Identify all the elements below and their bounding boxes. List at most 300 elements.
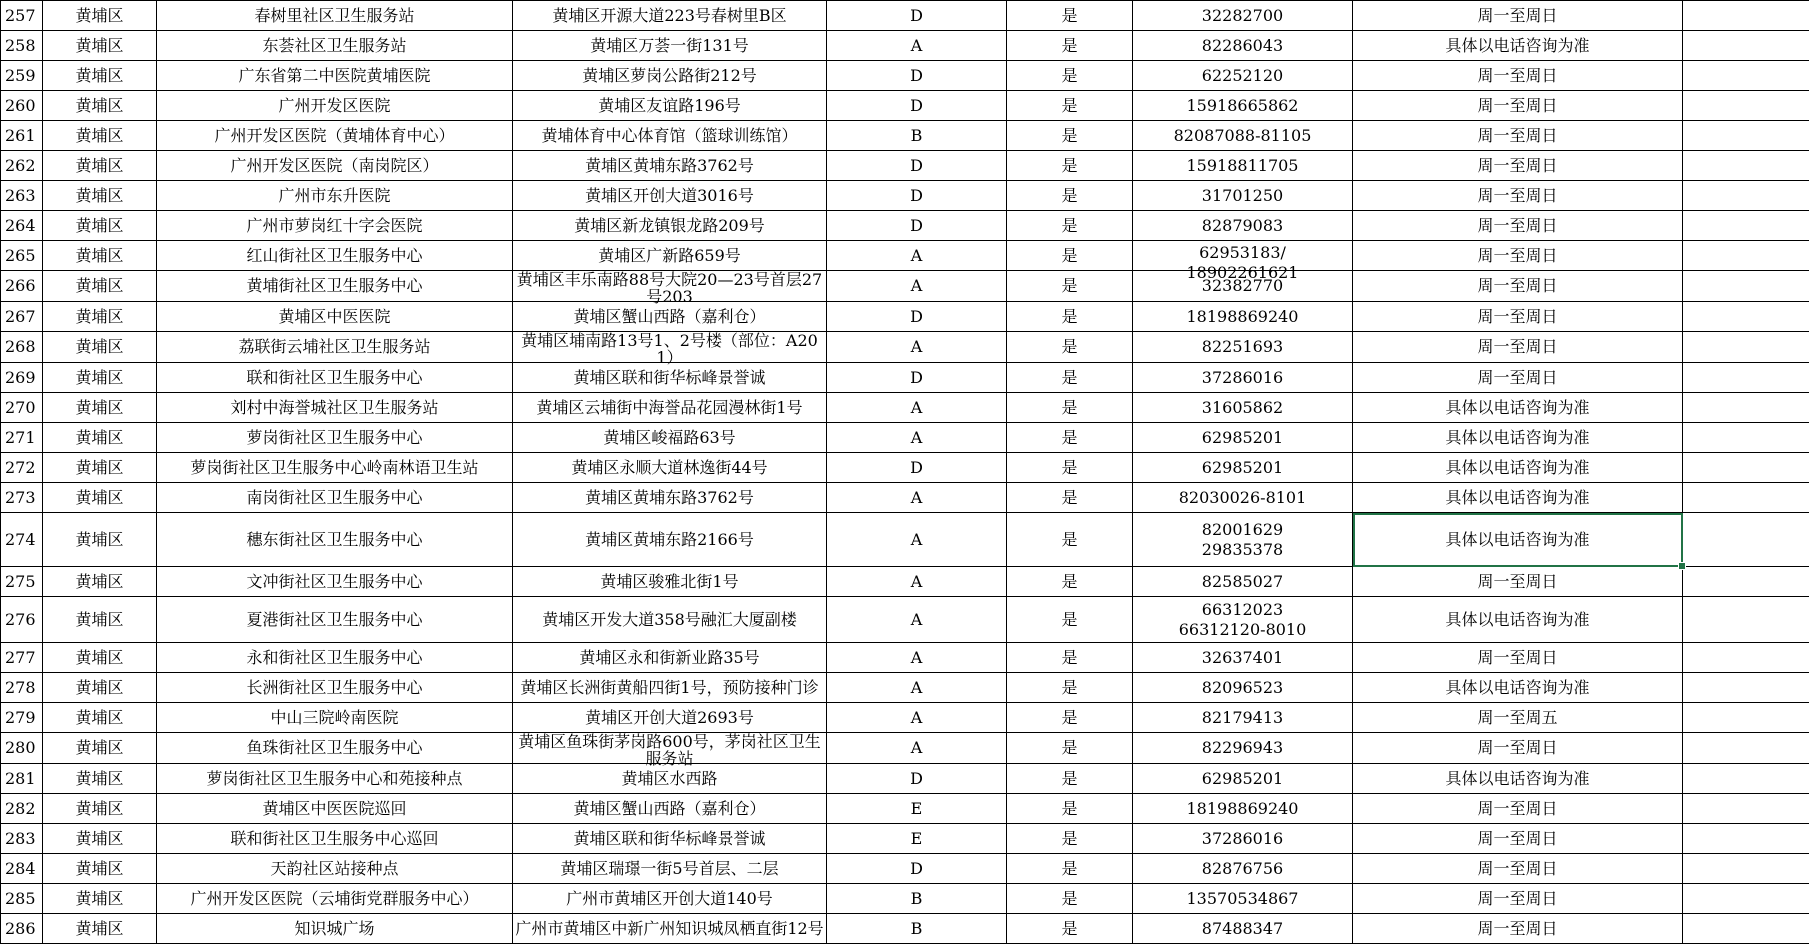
cell-address[interactable] [513, 513, 827, 567]
cell-address[interactable] [513, 884, 827, 914]
cell-hours[interactable] [1353, 423, 1683, 453]
cell-hours[interactable] [1353, 31, 1683, 61]
cell-empty[interactable] [1683, 91, 1809, 121]
cell-district[interactable] [43, 483, 157, 513]
cell-site-name[interactable] [157, 121, 513, 151]
cell-phone[interactable] [1133, 61, 1353, 91]
cell-empty[interactable] [1683, 794, 1809, 824]
cell-address[interactable] [513, 732, 827, 768]
cell-flag[interactable] [1007, 393, 1133, 423]
cell-address[interactable] [513, 703, 827, 733]
cell-empty[interactable] [1683, 597, 1809, 643]
cell-address[interactable] [513, 121, 827, 151]
cell-district[interactable] [43, 121, 157, 151]
cell-row-number[interactable] [1, 914, 43, 944]
cell-district[interactable] [43, 423, 157, 453]
cell-district[interactable] [43, 914, 157, 944]
cell-row-number[interactable] [1, 513, 43, 567]
cell-phone[interactable] [1133, 854, 1353, 884]
cell-address[interactable] [513, 453, 827, 483]
cell-row-number[interactable] [1, 302, 43, 332]
cell-grade[interactable] [827, 597, 1007, 643]
cell-grade-text: A [910, 609, 923, 629]
cell-row-number[interactable] [1, 703, 43, 733]
cell-hours[interactable] [1353, 733, 1683, 764]
cell-grade[interactable] [827, 673, 1007, 703]
cell-empty[interactable] [1683, 1, 1809, 31]
cell-row-number[interactable] [1, 241, 43, 271]
cell-site-name[interactable] [157, 733, 513, 764]
cell-phone[interactable] [1133, 211, 1353, 241]
cell-flag[interactable] [1007, 61, 1133, 91]
cell-hours-text: 周一至周日 [1477, 5, 1558, 25]
cell-site-name[interactable] [157, 31, 513, 61]
cell-grade[interactable] [827, 453, 1007, 483]
cell-site-name[interactable] [157, 567, 513, 597]
cell-site-name[interactable] [157, 703, 513, 733]
cell-address[interactable] [513, 673, 827, 703]
cell-grade[interactable] [827, 824, 1007, 854]
cell-district[interactable] [43, 884, 157, 914]
cell-address[interactable] [513, 643, 827, 673]
cell-address[interactable] [513, 423, 827, 453]
cell-hours[interactable] [1353, 914, 1683, 944]
cell-hours[interactable] [1353, 483, 1683, 513]
cell-district[interactable] [43, 271, 157, 302]
cell-phone[interactable] [1133, 733, 1353, 764]
cell-row-number[interactable] [1, 332, 43, 363]
cell-phone[interactable] [1133, 567, 1353, 597]
cell-site-name[interactable] [157, 151, 513, 181]
cell-empty[interactable] [1683, 703, 1809, 733]
cell-district[interactable] [43, 1, 157, 31]
cell-district[interactable] [43, 363, 157, 393]
cell-flag[interactable] [1007, 363, 1133, 393]
cell-flag[interactable] [1007, 91, 1133, 121]
cell-grade[interactable] [827, 393, 1007, 423]
cell-address[interactable] [513, 483, 827, 513]
cell-hours[interactable] [1353, 643, 1683, 673]
cell-district-text: 黄埔区 [75, 918, 124, 938]
cell-site-name[interactable] [157, 302, 513, 332]
cell-empty[interactable] [1683, 121, 1809, 151]
cell-grade[interactable] [827, 423, 1007, 453]
cell-address[interactable] [513, 31, 827, 61]
cell-hours[interactable] [1353, 151, 1683, 181]
cell-row-number[interactable] [1, 393, 43, 423]
cell-address[interactable] [513, 302, 827, 332]
cell-empty[interactable] [1683, 271, 1809, 302]
cell-row-number[interactable] [1, 453, 43, 483]
cell-flag[interactable] [1007, 794, 1133, 824]
cell-row-number[interactable] [1, 673, 43, 703]
cell-empty[interactable] [1683, 673, 1809, 703]
cell-empty[interactable] [1683, 643, 1809, 673]
cell-district[interactable] [43, 393, 157, 423]
cell-phone[interactable] [1133, 483, 1353, 513]
cell-hours[interactable] [1353, 121, 1683, 151]
cell-phone[interactable] [1133, 794, 1353, 824]
cell-row-number[interactable] [1, 363, 43, 393]
cell-row-number[interactable] [1, 1, 43, 31]
cell-address[interactable] [513, 270, 827, 306]
cell-site-name-text: 天韵社区站接种点 [270, 858, 399, 878]
cell-site-name[interactable] [157, 673, 513, 703]
cell-phone[interactable] [1133, 513, 1353, 567]
cell-district[interactable] [43, 824, 157, 854]
cell-site-name[interactable] [157, 181, 513, 211]
cell-grade[interactable] [827, 211, 1007, 241]
cell-row-number[interactable] [1, 211, 43, 241]
cell-row-number[interactable] [1, 271, 43, 302]
cell-address[interactable] [513, 61, 827, 91]
cell-hours[interactable] [1353, 453, 1683, 483]
cell-site-name[interactable] [157, 597, 513, 643]
cell-grade[interactable] [827, 914, 1007, 944]
cell-phone[interactable] [1133, 151, 1353, 181]
cell-flag[interactable] [1007, 151, 1133, 181]
cell-site-name[interactable] [157, 914, 513, 944]
table-row [1, 302, 1809, 332]
cell-district[interactable] [43, 31, 157, 61]
cell-flag[interactable] [1007, 1, 1133, 31]
cell-district[interactable] [43, 151, 157, 181]
cell-empty[interactable] [1683, 733, 1809, 764]
cell-empty[interactable] [1683, 302, 1809, 332]
cell-phone[interactable] [1133, 423, 1353, 453]
cell-address-text: 广州市黄埔区开创大道140号 [566, 888, 773, 908]
cell-grade[interactable] [827, 1, 1007, 31]
cell-district[interactable] [43, 703, 157, 733]
cell-address-text: 黄埔区萝岗公路街212号 [582, 65, 757, 85]
cell-flag[interactable] [1007, 181, 1133, 211]
cell-site-name[interactable] [157, 271, 513, 302]
cell-empty[interactable] [1683, 151, 1809, 181]
cell-hours[interactable] [1353, 673, 1683, 703]
cell-hours[interactable] [1353, 703, 1683, 733]
cell-address[interactable] [513, 1, 827, 31]
cell-phone[interactable] [1133, 703, 1353, 733]
cell-row-number[interactable] [1, 121, 43, 151]
cell-address[interactable] [513, 824, 827, 854]
cell-hours[interactable] [1353, 854, 1683, 884]
cell-site-name[interactable] [157, 643, 513, 673]
cell-hours[interactable] [1353, 61, 1683, 91]
cell-hours[interactable] [1353, 597, 1683, 643]
cell-empty[interactable] [1683, 241, 1809, 271]
cell-district[interactable] [43, 513, 157, 567]
cell-flag[interactable] [1007, 884, 1133, 914]
cell-address-text: 黄埔区黄埔东路2166号 [585, 529, 754, 549]
cell-address[interactable] [513, 567, 827, 597]
cell-site-name[interactable] [157, 764, 513, 794]
cell-empty[interactable] [1683, 423, 1809, 453]
cell-grade[interactable] [827, 181, 1007, 211]
cell-hours[interactable] [1353, 824, 1683, 854]
cell-row-number[interactable] [1, 733, 43, 764]
cell-site-name[interactable] [157, 211, 513, 241]
cell-address[interactable] [513, 854, 827, 884]
cell-hours[interactable] [1353, 1, 1683, 31]
cell-flag[interactable] [1007, 643, 1133, 673]
cell-hours[interactable] [1353, 241, 1683, 271]
cell-phone[interactable] [1133, 764, 1353, 794]
cell-phone-text: 18902261621 [1186, 262, 1299, 282]
cell-site-name[interactable] [157, 483, 513, 513]
cell-empty[interactable] [1683, 824, 1809, 854]
cell-site-name[interactable] [157, 332, 513, 363]
cell-flag-text: 是 [1061, 738, 1078, 757]
cell-hours[interactable] [1353, 363, 1683, 393]
cell-hours[interactable] [1353, 764, 1683, 794]
cell-grade[interactable] [827, 31, 1007, 61]
cell-flag[interactable] [1007, 453, 1133, 483]
cell-grade[interactable] [827, 513, 1007, 567]
cell-grade[interactable] [827, 363, 1007, 393]
cell-phone[interactable] [1133, 91, 1353, 121]
cell-empty[interactable] [1683, 567, 1809, 597]
cell-grade[interactable] [827, 302, 1007, 332]
cell-phone[interactable] [1133, 673, 1353, 703]
cell-grade[interactable] [827, 764, 1007, 794]
cell-empty[interactable] [1683, 181, 1809, 211]
cell-district[interactable] [43, 453, 157, 483]
cell-row-number[interactable] [1, 483, 43, 513]
cell-flag[interactable] [1007, 332, 1133, 363]
table-row [1, 733, 1809, 764]
cell-row-number[interactable] [1, 91, 43, 121]
cell-empty[interactable] [1683, 332, 1809, 363]
cell-flag[interactable] [1007, 483, 1133, 513]
cell-hours-text: 周一至周五 [1477, 707, 1558, 727]
cell-row-number[interactable] [1, 643, 43, 673]
cell-hours[interactable] [1353, 794, 1683, 824]
cell-phone[interactable] [1133, 1, 1353, 31]
cell-address[interactable] [513, 241, 827, 271]
cell-district[interactable] [43, 567, 157, 597]
cell-empty[interactable] [1683, 764, 1809, 794]
cell-phone[interactable] [1133, 914, 1353, 944]
cell-flag[interactable] [1007, 733, 1133, 764]
cell-address[interactable] [513, 764, 827, 794]
cell-district[interactable] [43, 241, 157, 271]
cell-address-text: 黄埔区丰乐南路88号大院20—23号首层27号203 [516, 270, 823, 306]
cell-empty[interactable] [1683, 31, 1809, 61]
table-row [1, 483, 1809, 513]
cell-address[interactable] [513, 211, 827, 241]
cell-flag[interactable] [1007, 423, 1133, 453]
cell-phone[interactable] [1133, 241, 1353, 282]
cell-address[interactable] [513, 914, 827, 944]
cell-flag[interactable] [1007, 31, 1133, 61]
cell-site-name[interactable] [157, 453, 513, 483]
cell-district[interactable] [43, 302, 157, 332]
cell-site-name[interactable] [157, 824, 513, 854]
cell-district-text: 黄埔区 [75, 738, 124, 757]
cell-flag[interactable] [1007, 271, 1133, 302]
cell-flag[interactable] [1007, 302, 1133, 332]
cell-site-name[interactable] [157, 423, 513, 453]
cell-row-number[interactable] [1, 423, 43, 453]
cell-address[interactable] [513, 393, 827, 423]
cell-address-text: 黄埔区广新路659号 [598, 245, 741, 265]
cell-phone-lines [1135, 428, 1350, 448]
cell-phone-lines [1135, 708, 1350, 728]
cell-hours[interactable] [1353, 302, 1683, 332]
cell-site-name[interactable] [157, 884, 513, 914]
cell-grade[interactable] [827, 241, 1007, 271]
cell-site-name[interactable] [157, 794, 513, 824]
cell-site-name[interactable] [157, 91, 513, 121]
cell-empty[interactable] [1683, 61, 1809, 91]
cell-flag[interactable] [1007, 764, 1133, 794]
cell-address[interactable] [513, 181, 827, 211]
cell-district[interactable] [43, 211, 157, 241]
cell-empty[interactable] [1683, 453, 1809, 483]
cell-site-name[interactable] [157, 1, 513, 31]
cell-row-number[interactable] [1, 597, 43, 643]
cell-empty[interactable] [1683, 854, 1809, 884]
cell-grade[interactable] [827, 271, 1007, 302]
cell-district[interactable] [43, 332, 157, 363]
cell-empty[interactable] [1683, 914, 1809, 944]
cell-district[interactable] [43, 91, 157, 121]
cell-hours[interactable] [1353, 884, 1683, 914]
cell-flag[interactable] [1007, 854, 1133, 884]
cell-row-number[interactable] [1, 567, 43, 597]
cell-district[interactable] [43, 764, 157, 794]
cell-phone[interactable] [1133, 302, 1353, 332]
cell-empty[interactable] [1683, 363, 1809, 393]
cell-address[interactable] [513, 794, 827, 824]
cell-grade[interactable] [827, 854, 1007, 884]
cell-address[interactable] [513, 91, 827, 121]
cell-district[interactable] [43, 854, 157, 884]
cell-phone[interactable] [1133, 597, 1353, 643]
cell-row-number[interactable] [1, 61, 43, 91]
cell-site-name[interactable] [157, 363, 513, 393]
cell-district[interactable] [43, 61, 157, 91]
cell-row-number[interactable] [1, 824, 43, 854]
cell-phone[interactable] [1133, 121, 1353, 151]
cell-flag[interactable] [1007, 211, 1133, 241]
cell-flag[interactable] [1007, 567, 1133, 597]
cell-flag[interactable] [1007, 703, 1133, 733]
cell-phone[interactable] [1133, 363, 1353, 393]
cell-grade[interactable] [827, 121, 1007, 151]
cell-empty[interactable] [1683, 884, 1809, 914]
cell-empty[interactable] [1683, 513, 1809, 567]
cell-phone[interactable] [1133, 181, 1353, 211]
cell-site-name[interactable] [157, 513, 513, 567]
cell-grade[interactable] [827, 884, 1007, 914]
cell-row-number[interactable] [1, 31, 43, 61]
cell-district-text: 黄埔区 [75, 457, 124, 477]
cell-grade[interactable] [827, 794, 1007, 824]
cell-phone[interactable] [1133, 824, 1353, 854]
cell-grade[interactable] [827, 733, 1007, 764]
cell-address[interactable] [513, 151, 827, 181]
cell-district[interactable] [43, 733, 157, 764]
cell-site-name[interactable] [157, 61, 513, 91]
table-row [1, 31, 1809, 61]
cell-grade[interactable] [827, 61, 1007, 91]
cell-phone[interactable] [1133, 393, 1353, 423]
cell-grade[interactable] [827, 151, 1007, 181]
cell-grade[interactable] [827, 643, 1007, 673]
cell-phone[interactable] [1133, 453, 1353, 483]
cell-hours-selected[interactable] [1353, 513, 1683, 567]
cell-hours[interactable] [1353, 393, 1683, 423]
cell-hours[interactable] [1353, 181, 1683, 211]
fill-handle[interactable] [1678, 562, 1686, 570]
cell-flag[interactable] [1007, 241, 1133, 271]
cell-site-name[interactable] [157, 241, 513, 271]
cell-address-text: 黄埔区蟹山西路（嘉利仓） [573, 798, 766, 818]
cell-grade[interactable] [827, 703, 1007, 733]
cell-address[interactable] [513, 331, 827, 367]
cell-flag[interactable] [1007, 513, 1133, 567]
cell-site-name[interactable] [157, 854, 513, 884]
cell-flag[interactable] [1007, 121, 1133, 151]
cell-row-number-text: 275 [5, 571, 36, 591]
cell-district-text: 黄埔区 [75, 5, 124, 25]
cell-address-text: 黄埔区永顺大道林逸街44号 [571, 457, 768, 477]
cell-empty[interactable] [1683, 393, 1809, 423]
cell-grade[interactable] [827, 483, 1007, 513]
cell-district-text: 黄埔区 [75, 647, 124, 667]
cell-hours[interactable] [1353, 91, 1683, 121]
cell-address[interactable] [513, 363, 827, 393]
cell-row-number[interactable] [1, 181, 43, 211]
cell-district[interactable] [43, 643, 157, 673]
cell-row-number[interactable] [1, 764, 43, 794]
cell-phone[interactable] [1133, 332, 1353, 363]
cell-hours[interactable] [1353, 271, 1683, 302]
cell-empty[interactable] [1683, 211, 1809, 241]
cell-district[interactable] [43, 794, 157, 824]
cell-row-number[interactable] [1, 854, 43, 884]
cell-phone[interactable] [1133, 643, 1353, 673]
cell-grade[interactable] [827, 91, 1007, 121]
cell-district[interactable] [43, 673, 157, 703]
cell-phone[interactable] [1133, 271, 1353, 302]
cell-row-number[interactable] [1, 794, 43, 824]
cell-grade[interactable] [827, 332, 1007, 363]
cell-flag[interactable] [1007, 914, 1133, 944]
cell-site-name[interactable] [157, 393, 513, 423]
cell-district[interactable] [43, 181, 157, 211]
cell-site-name-text: 广东省第二中医院黄埔医院 [238, 65, 431, 85]
cell-site-name-text: 中山三院岭南医院 [270, 707, 399, 727]
cell-phone[interactable] [1133, 31, 1353, 61]
cell-grade[interactable] [827, 567, 1007, 597]
cell-flag[interactable] [1007, 673, 1133, 703]
cell-district[interactable] [43, 597, 157, 643]
cell-hours[interactable] [1353, 567, 1683, 597]
cell-flag[interactable] [1007, 824, 1133, 854]
cell-row-number[interactable] [1, 151, 43, 181]
cell-flag[interactable] [1007, 597, 1133, 643]
cell-grade-text: A [910, 677, 923, 697]
cell-phone[interactable] [1133, 884, 1353, 914]
cell-phone-lines [1135, 66, 1350, 86]
cell-row-number[interactable] [1, 884, 43, 914]
cell-hours[interactable] [1353, 332, 1683, 363]
cell-empty[interactable] [1683, 483, 1809, 513]
cell-hours[interactable] [1353, 211, 1683, 241]
cell-address[interactable] [513, 597, 827, 643]
